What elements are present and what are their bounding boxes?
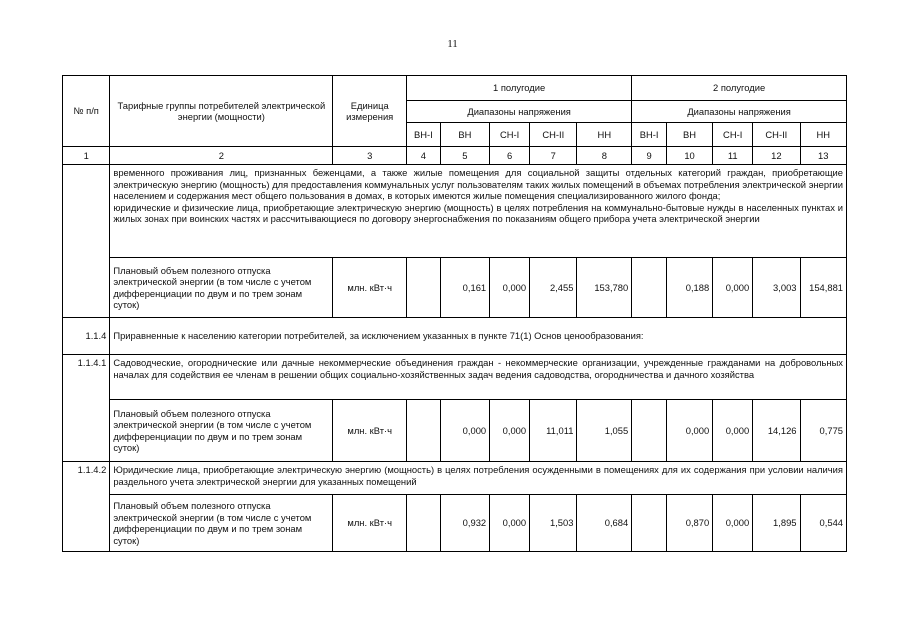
section-number: 1.1.4.1	[63, 355, 110, 462]
header-half2: 2 полугодие	[632, 76, 847, 101]
unit-cell: млн. кВт·ч	[333, 258, 407, 318]
value-cell: 0,000	[440, 400, 489, 462]
section-number: 1.1.4	[63, 318, 110, 355]
value-cell: 0,000	[490, 400, 530, 462]
value-cell: 0,932	[440, 495, 489, 552]
section-text: Садоводческие, огороднические или дачные некоммерческие объединения граждан - некоммерческие организации, учрежденные гражданами на добровольных началах для содействия ее членам в решении общих социально-хозяйственных задач ведения садоводства, огородничества и дачного хозяйства	[110, 355, 847, 400]
value-cell: 0,775	[800, 400, 846, 462]
col-number: 2	[110, 147, 333, 165]
page-number: 11	[447, 38, 458, 50]
continuation-text-part2: юридические и физические лица, приобретающие электрическую энергию (мощность) в целях потребления на коммунально-бытовые нужды в населенных пунктах и жилых зонах при воинских частях и рассчитывающиеся по договору энергоснабжения по показаниям общего прибора учета электрической энергии	[113, 201, 843, 224]
col-number: 1	[63, 147, 110, 165]
value-cell	[632, 495, 667, 552]
header-ranges-2: Диапазоны напряжения	[632, 101, 847, 123]
value-cell: 0,000	[490, 495, 530, 552]
col-number: 7	[530, 147, 577, 165]
value-cell: 14,126	[753, 400, 800, 462]
value-cell: 1,055	[577, 400, 632, 462]
value-cell: 0,188	[666, 258, 712, 318]
tariff-table	[62, 75, 847, 552]
value-cell: 1,895	[753, 495, 800, 552]
voltage-vn1-h1: ВН-I	[407, 123, 441, 147]
section-text: Приравненные к населению категории потребителей, за исключением указанных в пункте 71(1) Основ ценообразования:	[110, 318, 847, 355]
value-cell: 0,161	[440, 258, 489, 318]
header-half1: 1 полугодие	[407, 76, 632, 101]
unit-cell: млн. кВт·ч	[333, 495, 407, 552]
voltage-sn2-h1: СН-II	[530, 123, 577, 147]
value-cell: 153,780	[577, 258, 632, 318]
col-number: 8	[577, 147, 632, 165]
value-cell	[407, 495, 441, 552]
header-unit: Единица измерения	[333, 76, 407, 147]
voltage-sn1-h2: СН-I	[713, 123, 753, 147]
voltage-vn1-h2: ВН-I	[632, 123, 667, 147]
voltage-nn-h1: НН	[577, 123, 632, 147]
value-cell	[632, 258, 667, 318]
col-number: 13	[800, 147, 846, 165]
col-number: 3	[333, 147, 407, 165]
table-row	[63, 258, 847, 318]
header-ranges-1: Диапазоны напряжения	[407, 101, 632, 123]
value-cell: 1,503	[530, 495, 577, 552]
table-row	[63, 400, 847, 462]
voltage-sn2-h2: СН-II	[753, 123, 800, 147]
section-number: 1.1.4.2	[63, 462, 110, 552]
value-cell: 0,000	[490, 258, 530, 318]
value-cell: 0,000	[713, 495, 753, 552]
value-cell	[632, 400, 667, 462]
unit-cell: млн. кВт·ч	[333, 400, 407, 462]
col-number: 5	[440, 147, 489, 165]
col-number: 12	[753, 147, 800, 165]
planned-volume-label: Плановый объем полезного отпуска электрической энергии (в том числе с учетом дифференциации по двум и по трем зонам суток)	[110, 400, 333, 462]
voltage-sn1-h1: СН-I	[490, 123, 530, 147]
col-number: 10	[666, 147, 712, 165]
value-cell: 0,544	[800, 495, 846, 552]
col-number: 11	[713, 147, 753, 165]
value-cell: 0,000	[666, 400, 712, 462]
value-cell: 0,000	[713, 258, 753, 318]
cont-num-cell	[63, 165, 110, 318]
value-cell	[407, 400, 441, 462]
value-cell: 0,684	[577, 495, 632, 552]
voltage-nn-h2: НН	[800, 123, 846, 147]
value-cell: 3,003	[753, 258, 800, 318]
planned-volume-label: Плановый объем полезного отпуска электрической энергии (в том числе с учетом дифференциации по двум и по трем зонам суток)	[110, 258, 333, 318]
column-number-row	[63, 147, 847, 165]
section-text: Юридические лица, приобретающие электрическую энергию (мощность) в целях потребления осужденными в помещениях для их содержания при условии наличия раздельного учета электрической энергии для указанных помещений	[110, 462, 847, 495]
col-number: 9	[632, 147, 667, 165]
col-number: 6	[490, 147, 530, 165]
value-cell: 11,011	[530, 400, 577, 462]
table-row	[63, 495, 847, 552]
col-number: 4	[407, 147, 441, 165]
header-group: Тарифные группы потребителей электрической энергии (мощности)	[110, 76, 333, 147]
value-cell: 0,870	[666, 495, 712, 552]
voltage-vn-h2: ВН	[666, 123, 712, 147]
value-cell: 2,455	[530, 258, 577, 318]
value-cell	[407, 258, 441, 318]
continuation-text-part1: временного проживания лиц, признанных беженцами, а также жилые помещения для социальной защиты отдельных категорий граждан, приобретающие электрическую энергию (мощность) для предоставления коммунальных услуг пользователям таких жилых помещений в объемах потребления электрической энергии населением и содержания мест общего пользования в домах, в которых имеются жилые помещения специализированного жилого фонда;	[113, 167, 843, 201]
voltage-vn-h1: ВН	[440, 123, 489, 147]
value-cell: 0,000	[713, 400, 753, 462]
value-cell: 154,881	[800, 258, 846, 318]
planned-volume-label: Плановый объем полезного отпуска электрической энергии (в том числе с учетом дифференциации по двум и по трем зонам суток)	[110, 495, 333, 552]
continuation-text	[110, 165, 847, 258]
header-num: № п/п	[63, 76, 110, 147]
